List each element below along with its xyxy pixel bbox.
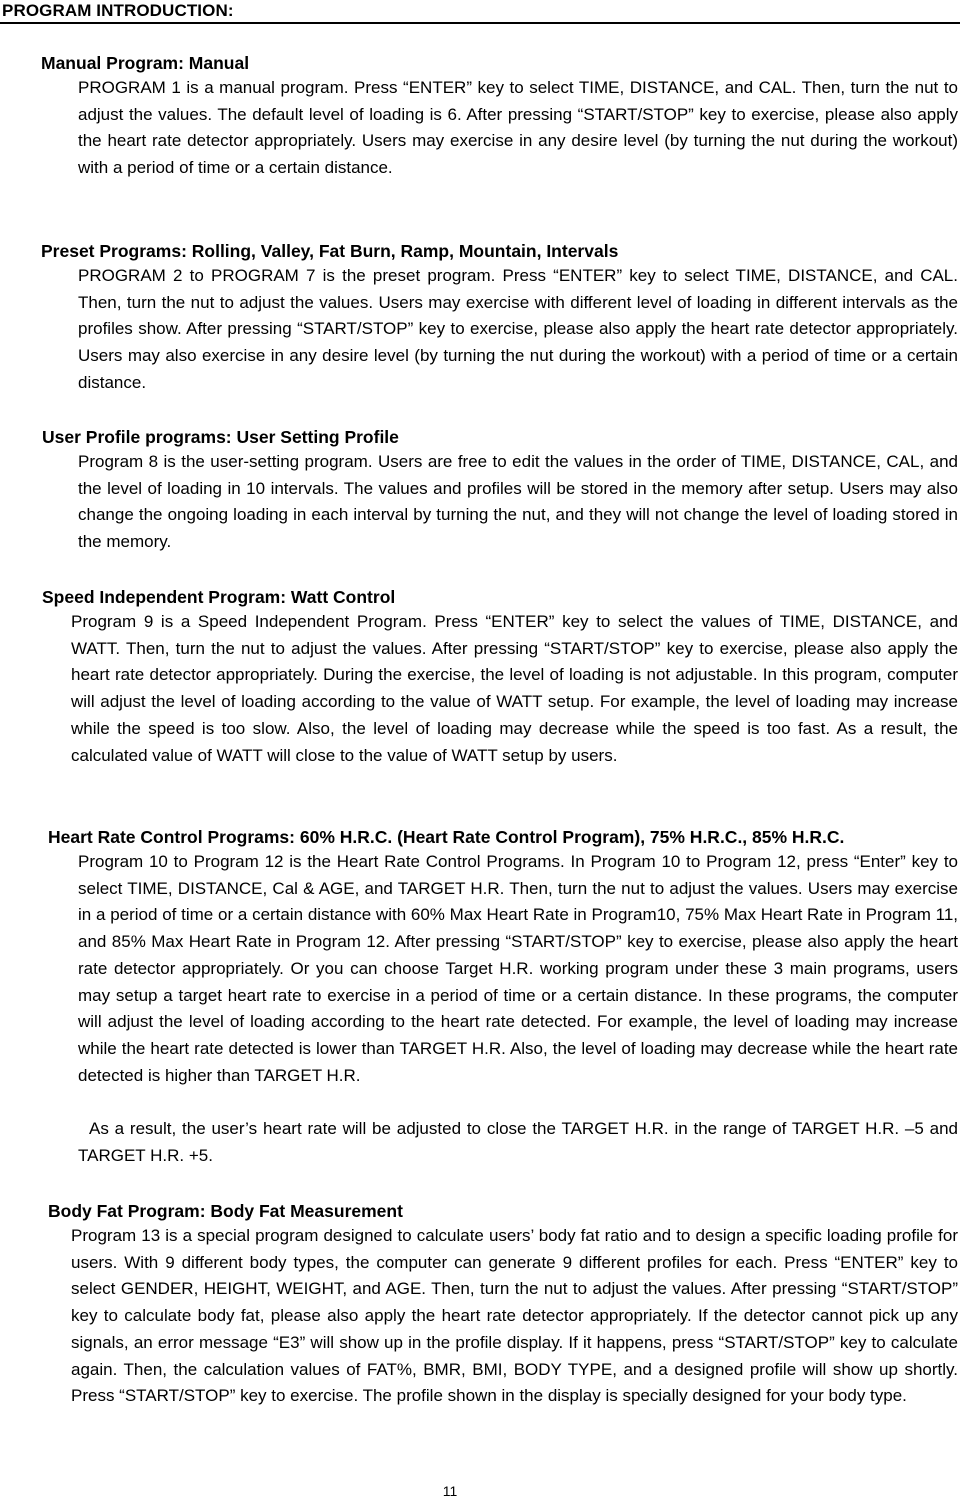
page-number: 11 [442,1483,458,1499]
section-heading-manual-program: Manual Program: Manual [41,53,250,73]
section-heading-body-fat-program: Body Fat Program: Body Fat Measurement [48,1201,403,1221]
section-body-heart-rate-control-programs: Program 10 to Program 12 is the Heart Rate Control Programs. In Program 10 to Program 12, press “Enter” key to select TIME, DISTANCE, Cal & AGE, and TARGET H.R. Then, turn the nut to adjust the values. Users may exercise in a period of time or a certain distance with 60% Max Heart Rate in Program10, 75% Max Heart Rate in Program 11, and 85% Max Heart Rate in Program 12. After pressing “START/STOP” key to exercise, please also apply the heart rate detector appropriately. Or you can choose Target H.R. working program under these 3 main programs, users may setup a target heart rate to exercise in a period of time or a certain distance. In these programs, the computer will adjust the level of loading according to the heart rate detected. For example, the level of loading may increase while the heart rate detected is lower than TARGET H.R. Also, the level of loading may decrease while the heart rate detected is higher than TARGET H.R. [78,852,958,1085]
section-body-manual-program: PROGRAM 1 is a manual program. Press “ENTER” key to select TIME, DISTANCE, and CAL. Then, turn the nut to adjust the values. The default level of loading is 6. After pressing “START/STOP” key to exercise, please also apply the heart rate detector appropriately. Users may exercise in any desire level (by turning the nut during the workout) with a period of time or a certain distance. [78,78,958,178]
page-header-title: PROGRAM INTRODUCTION: [2,1,234,20]
section-heading-preset-programs: Preset Programs: Rolling, Valley, Fat Burn, Ramp, Mountain, Intervals [41,241,619,261]
section-heading-speed-independent-program: Speed Independent Program: Watt Control [42,587,396,607]
section-heading-user-profile-programs: User Profile programs: User Setting Profile [42,427,399,447]
section-body-speed-independent-program: Program 9 is a Speed Independent Program. Press “ENTER” key to select the values of TIME, DISTANCE, and WATT. Then, turn the nut to adjust the values. After pressing “START/STOP” key to exercise, please also apply the heart rate detector appropriately. During the exercise, the level of loading is not adjustable. In this program, computer will adjust the level of loading according to the value of WATT setup. For example, the level of loading may increase while the speed is too slow. Also, the level of loading may decrease while the speed is too fast. As a result, the calculated value of WATT will close to the value of WATT setup by users. [71,612,958,765]
page-header [0,0,960,24]
section-body-preset-programs: PROGRAM 2 to PROGRAM 7 is the preset program. Press “ENTER” key to select TIME, DISTANCE, and CAL. Then, turn the nut to adjust the values. Users may exercise with different level of loading in different intervals as the profiles show. After pressing “START/STOP” key to exercise, please also apply the heart rate detector appropriately. Users may also exercise in any desire level (by turning the nut during the workout) with a period of time or a certain distance. [78,266,958,392]
section-heading-heart-rate-control-programs: Heart Rate Control Programs: 60% H.R.C. (Heart Rate Control Program), 75% H.R.C., 85% H.R.C. [48,827,845,847]
section-body-heart-rate-control-conclusion: As a result, the user’s heart rate will be adjusted to close the TARGET H.R. in the range of TARGET H.R. –5 and TARGET H.R. +5. [78,1119,958,1165]
section-body-body-fat-program: Program 13 is a special program designed to calculate users’ body fat ratio and to design a specific loading profile for users. With 9 different body types, the computer can generate 9 different profiles for each. Press “ENTER” key to select GENDER, HEIGHT, WEIGHT, and AGE. Then, turn the nut to adjust the values. After pressing “START/STOP” key to calculate body fat, please also apply the heart rate detector appropriately. If the detector cannot pick up any signals, an error message “E3” will show up in the profile display. If it happens, press “START/STOP” key to calculate again. Then, the calculation values of FAT%, BMR, BMI, BODY TYPE, and a designed profile will show up shortly. Press “START/STOP” key to exercise. The profile shown in the display is specially designed for your body type. [71,1226,958,1406]
section-body-user-profile-programs: Program 8 is the user-setting program. Users are free to edit the values in the order of TIME, DISTANCE, CAL, and the level of loading in 10 intervals. The values and profiles will be stored in the memory after setup. Users may also change the ongoing loading in each interval by turning the nut, and they will not change the level of loading stored in the memory. [78,452,958,552]
